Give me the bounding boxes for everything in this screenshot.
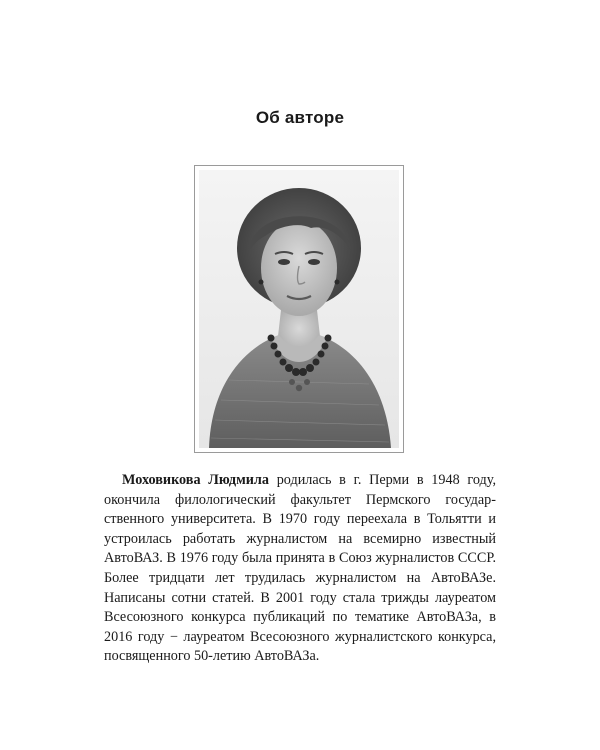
page-title: Об авторе [255, 108, 345, 127]
author-name: Моховикова Людмила [122, 472, 269, 488]
author-bio-text: родилась в г. Перми в 1948 году, окончила филологический факультет Пермского государственного университета. В 1970 году переехала в Тольятти и устроилась работать журналистом на всемирно известный АвтоВАЗ. В 1976 году была принята в Союз журналистов СССР. Более тридцати лет трудилась журналистом на АвтоВАЗе. Написаны сотни статей. В 2001 году стала трижды лауреатом Всесоюзного конкурса публикаций по тематике АвтоВАЗа, в 2016 году − лауреатом Всесоюзного журналистского конкурса, посвященного 50-летию АвтоВАЗа. [104, 472, 496, 665]
author-photo [199, 170, 399, 448]
author-bio [104, 471, 496, 667]
author-photo-frame [194, 165, 404, 453]
